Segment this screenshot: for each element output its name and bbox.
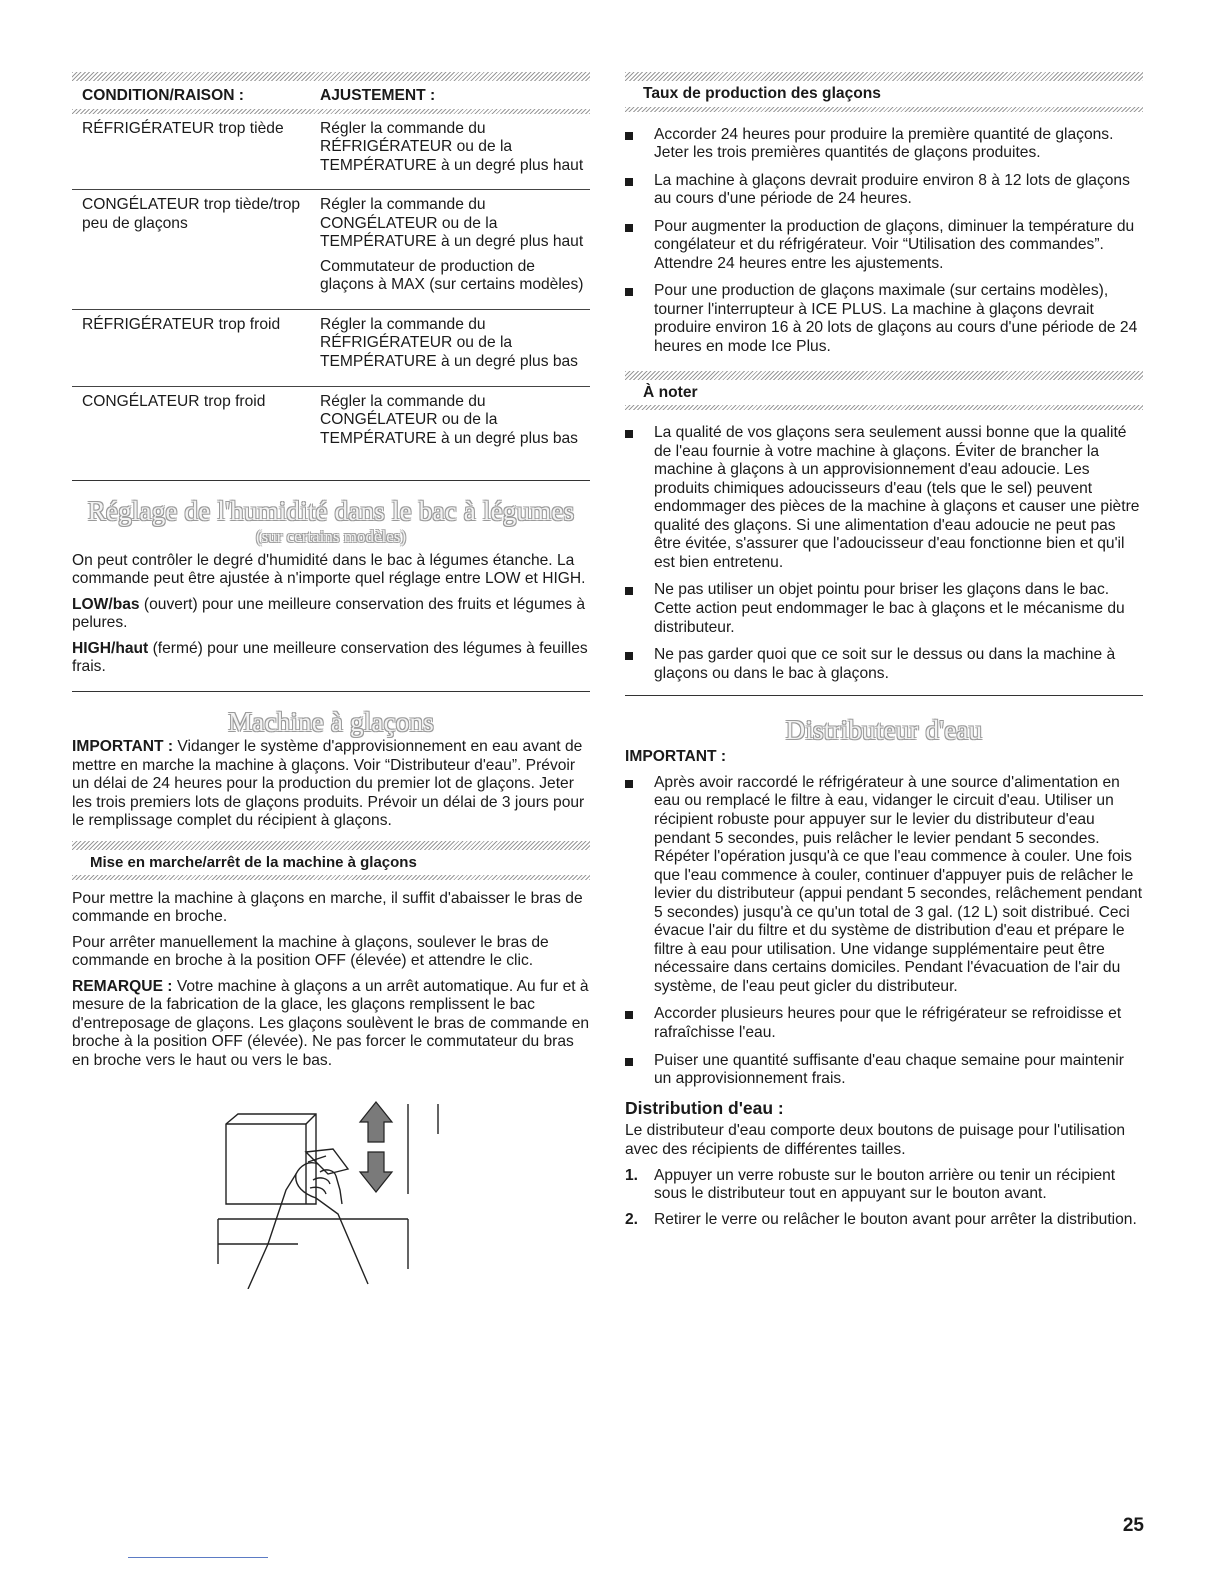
footer-line [128,1557,268,1558]
important-label: IMPORTANT : [72,737,174,755]
list-item: Accorder 24 heures pour produire la première quantité de glaçons. Jeter les trois premières quantités de glaçons produites. [625,126,1143,163]
list-item: La qualité de vos glaçons sera seulement aussi bonne que la qualité de l'eau fournie à votre machine à glaçons. Éviter de brancher la machine à glaçons à un approvisionnement d'eau adoucie. Les produits chimiques adoucisseurs d'eau (tels que le sel) peuvent endommager des pièces de la machine à glaçons et causer une piètre qualité des glaçons. Si une alimentation d'eau adoucie ne peut pas être évitée, s'assurer que l'adoucisseur d'eau fonctionne bien et qu'il est bien entretenu. [625,424,1143,572]
icemaker-section-title: Machine à glaçons [228,706,434,737]
adjustment-table [72,81,590,472]
condition-cell: CONGÉLATEUR trop froid [82,392,266,410]
remark-label: REMARQUE : [72,977,173,995]
table-row [72,190,590,310]
table-header-condition: CONDITION/RAISON : [82,87,244,104]
onoff-paragraph-2: Pour arrêter manuellement la machine à glaçons, soulever le bras de commande en broche à la position OFF (élevée) et attendre le clic. [72,933,549,970]
low-text: (ouvert) pour une meilleure conservation des fruits et légumes à pelures. [72,595,586,632]
list-item: La machine à glaçons devrait produire environ 8 à 12 lots de glaçons au cours d'une période de 24 heures. [625,172,1143,209]
section-divider [625,695,1143,696]
onoff-heading: Mise en marche/arrêt de la machine à glaçons [90,853,417,871]
notes-list [625,424,1143,683]
list-item: Ne pas garder quoi que ce soit sur le dessus ou dans la machine à glaçons ou dans le bac à glaçons. [625,646,1143,683]
list-item [625,1211,1143,1230]
table-row [72,309,590,386]
humidity-intro: On peut contrôler le degré d'humidité dans le bac à légumes étanche. La commande peut être ajustée à n'importe quel réglage entre LOW et HIGH. [72,551,586,588]
step-number: 1. [625,1166,639,1184]
high-label: HIGH/haut [72,639,149,657]
subhead-bottom-rule [625,405,1143,410]
left-column [72,72,590,1289]
high-text: (fermé) pour une meilleure conservation des légumes à feuilles frais. [72,639,588,676]
adjustment-cell: Régler la commande du CONGÉLATEUR ou de la TEMPÉRATURE à un degré plus bas [320,392,578,447]
condition-cell: CONGÉLATEUR trop tiède/trop peu de glaçons [72,190,320,310]
subhead-top-rule [72,841,590,850]
production-list [625,126,1143,357]
table-row [72,114,590,190]
list-item: Puiser une quantité suffisante d'eau chaque semaine pour maintenir un approvisionnement frais. [625,1052,1143,1089]
list-item: Pour une production de glaçons maximale (sur certains modèles), tourner l'interrupteur à ICE PLUS. La machine à glaçons devrait produire environ 16 à 20 lots de glaçons au cours d'une période de 24 heures en mode Ice Plus. [625,282,1143,356]
subhead-bottom-rule [625,107,1143,112]
production-heading: Taux de production des glaçons [643,85,881,102]
humidity-section-title: Réglage de l'humidité dans le bac à légumes [87,496,575,527]
notes-heading: À noter [643,383,698,401]
icemaker-important [72,738,590,831]
right-column [625,72,1143,1236]
condition-cell: RÉFRIGÉRATEUR trop froid [72,309,320,386]
important-text: Vidanger le système d'approvisionnement en eau avant de mettre en marche la machine à glaçons. Voir “Distributeur d'eau”. Prévoir un délai de 24 heures pour la production du premier lot de glaçons. Jeter les trois premiers lots de glaçons produits. Prévoir un délai de 3 jours pour le remplissage complet du récipient à glaçons. [72,737,585,830]
step-number: 2. [625,1210,639,1228]
distribution-intro: Le distributeur d'eau comporte deux boutons de puisage pour l'utilisation avec des récipients de différentes tailles. [625,1122,1126,1158]
low-label: LOW/bas [72,595,140,613]
distribution-steps [625,1167,1143,1230]
list-item [625,1167,1143,1204]
section-divider [72,691,590,692]
table-row [72,386,590,472]
page-number: 25 [1122,1515,1144,1536]
dispenser-section-title: Distributeur d'eau [785,715,983,746]
adjustment-extra: Commutateur de production de glaçons à MAX (sur certains modèles) [320,257,584,294]
list-item: Accorder plusieurs heures pour que le réfrigérateur se refroidisse et rafraîchisse l'eau. [625,1005,1143,1042]
dispenser-important-label: IMPORTANT : [625,748,727,766]
subhead-top-rule [625,371,1143,380]
adjustment-cell: Régler la commande du CONGÉLATEUR ou de la TEMPÉRATURE à un degré plus haut [320,196,584,251]
table-top-rule [72,72,590,81]
dispenser-list [625,774,1143,1089]
step-text: Appuyer un verre robuste sur le bouton arrière ou tenir un récipient sous le distributeur tout en appuyant sur le bouton avant. [654,1166,1116,1203]
remark-paragraph [72,978,590,1071]
list-item: Après avoir raccordé le réfrigérateur à une source d'alimentation en eau ou remplacé le filtre à eau, vidanger le circuit d'eau. Utiliser un récipient robuste pour appuyer sur le levier du distributeur d'eau pendant 5 secondes, puis relâcher le levier pendant 5 secondes. Répéter l'opération jusqu'à ce que l'eau commence à couler. Une fois que l'eau commence à couler, continuer d'appuyer puis de relâcher le levier du distributeur (appui pendant 5 secondes, relâchement pendant 5 secondes) jusqu'à ce qu'un total de 3 gal. (12 L) soit distribué. Ceci évacue l'air du filtre et du système de distribution d'eau et prépare le filtre à eau pour utilisation. Une vidange supplémentaire peut être nécessaire dans certains domiciles. Pendant l'évacuation de l'air du système, de l'eau peut gicler du distributeur. [625,774,1143,997]
icemaker-illustration [208,1094,488,1289]
distribution-heading: Distribution d'eau : [625,1097,784,1118]
step-text: Retirer le verre ou relâcher le bouton avant pour arrêter la distribution. [654,1210,1137,1228]
adjustment-cell: Régler la commande du RÉFRIGÉRATEUR ou de la TEMPÉRATURE à un degré plus bas [320,309,590,386]
remark-text: Votre machine à glaçons a un arrêt automatique. Au fur et à mesure de la fabrication de la glace, les glaçons remplissent le bac d'entreposage de glaçons. Les glaçons soulèvent le bras de commande en broche à la position OFF (élevée). Ne pas forcer le commutateur du bras en broche vers le haut ou vers le bas. [72,977,590,1069]
adjustment-cell: Régler la commande du RÉFRIGÉRATEUR ou de la TEMPÉRATURE à un degré plus haut [320,114,590,190]
subhead-bottom-rule [72,875,590,880]
humidity-high-paragraph [72,640,590,677]
table-header-adjustment: AJUSTEMENT : [320,87,436,104]
onoff-paragraph-1: Pour mettre la machine à glaçons en marche, il suffit d'abaisser le bras de commande en broche. [72,889,583,926]
humidity-low-paragraph [72,596,590,633]
subhead-top-rule [625,72,1143,81]
list-item: Ne pas utiliser un objet pointu pour briser les glaçons dans le bac. Cette action peut endommager le bac à glaçons et le mécanisme du distributeur. [625,581,1143,637]
condition-cell: RÉFRIGÉRATEUR trop tiède [72,114,320,190]
section-divider [72,480,590,481]
list-item: Pour augmenter la production de glaçons, diminuer la température du congélateur et du réfrigérateur. Voir “Utilisation des commandes”. Attendre 24 heures entre les ajustements. [625,218,1143,274]
humidity-section-subtitle: (sur certains modèles) [255,527,407,547]
